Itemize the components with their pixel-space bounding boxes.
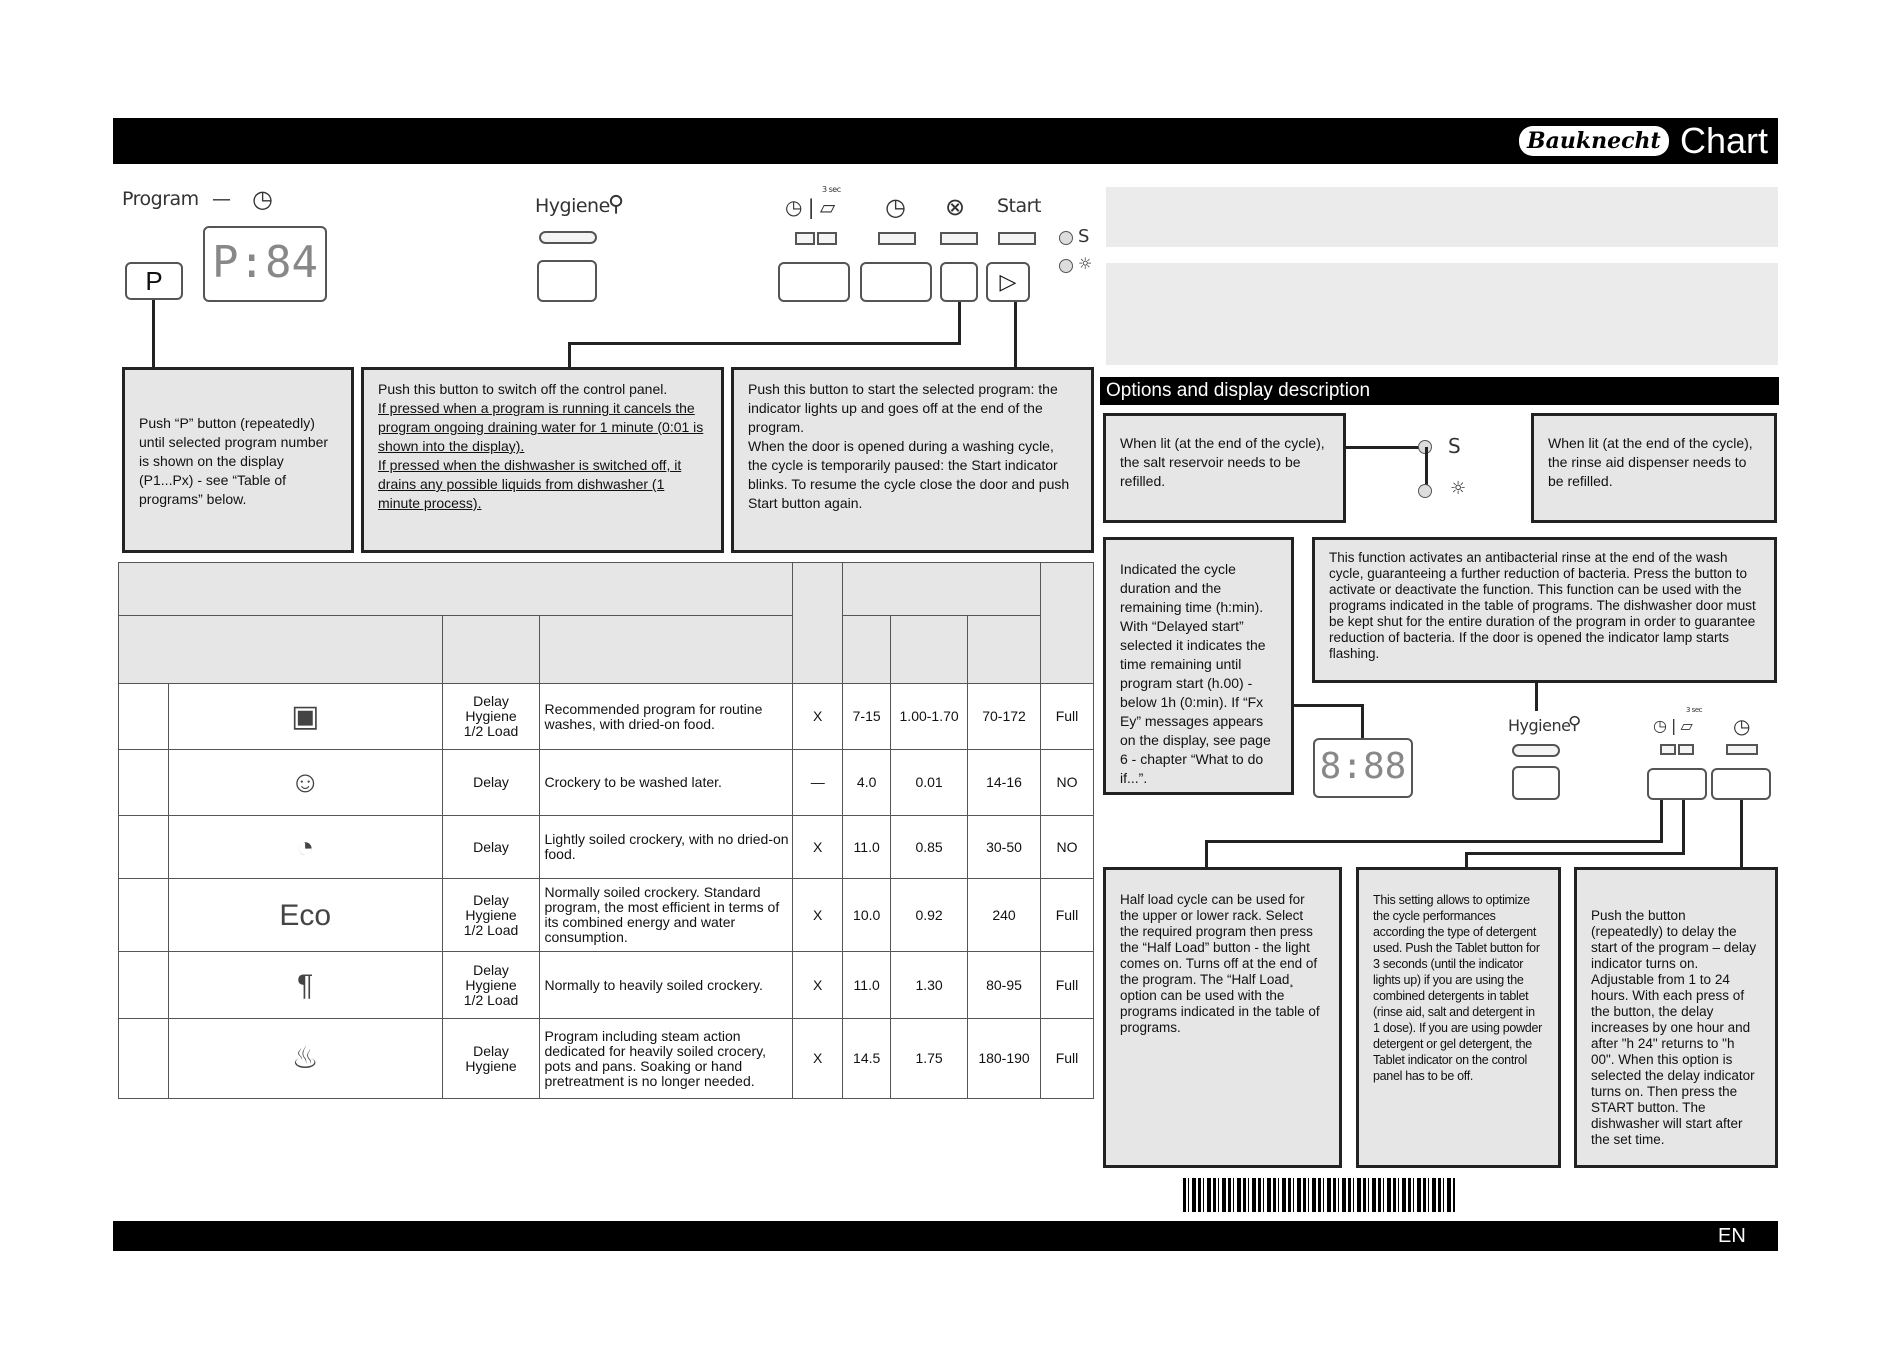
- duration-cell: 10.0: [843, 879, 891, 952]
- intensive-icon: ▣: [168, 684, 442, 750]
- play-icon: ▷: [999, 269, 1017, 294]
- program-number-cell: [119, 1019, 169, 1099]
- hygiene-button[interactable]: [537, 260, 597, 302]
- tablet-button-right[interactable]: [1647, 768, 1707, 800]
- tablet-cell: —: [793, 750, 843, 816]
- hygiene-callout: [1312, 537, 1777, 683]
- halfload-connector-v1: [1660, 800, 1663, 842]
- p-button-callout-text: Push “P” button (repeatedly) until selected program number is shown on the display (P1...Px) - see “Table of programs” below.: [139, 415, 329, 507]
- duration-cell: 7-15: [843, 684, 891, 750]
- rinse-led-right: [1418, 484, 1432, 498]
- rinse-led: [1059, 259, 1073, 273]
- energy-cell: 0.01: [891, 750, 968, 816]
- tablet-connector-v2: [1465, 852, 1468, 868]
- tablet-indicator-b: [817, 232, 837, 245]
- cancel-indicator: [940, 232, 978, 245]
- delay-button-right[interactable]: [1711, 768, 1771, 800]
- load-cell: NO: [1040, 750, 1093, 816]
- description-cell: Program including steam action dedicated for heavily soiled crocery, pots and pans. Soaking or hand pretreatment is no longer needed.: [540, 1019, 793, 1099]
- salt-callout-text: When lit (at the end of the cycle), the salt reservoir needs to be refilled.: [1120, 435, 1325, 489]
- program-display-value: P:84: [212, 237, 318, 288]
- tablet-indicator-right-a: [1660, 744, 1676, 755]
- connector-p: [152, 300, 155, 368]
- load-cell: Full: [1040, 684, 1093, 750]
- footer-bar: [113, 1221, 1778, 1251]
- program-number-cell: [119, 879, 169, 952]
- eco-icon: Eco: [168, 879, 442, 952]
- timer-icon: ◷: [252, 185, 273, 213]
- options-cell: Delay Hygiene 1/2 Load: [442, 684, 540, 750]
- display-callout-text: Indicated the cycle duration and the remaining time (h:min). With “Delayed start” selected it indicates the time remaining until program start (h.00) - below 1h (0:min). If “Fx Ey” messages appears on the display, see page 6 - chapter “What to do if...”.: [1120, 561, 1271, 786]
- load-cell: Full: [1040, 1019, 1093, 1099]
- cancel-button[interactable]: [940, 262, 978, 302]
- options-display-value: 8:88: [1319, 746, 1407, 787]
- delay-indicator-right: [1726, 744, 1758, 755]
- table-row: [119, 750, 1094, 816]
- p-button-callout: [122, 367, 354, 553]
- tablet-cell: X: [793, 684, 843, 750]
- table-row: [119, 952, 1094, 1019]
- salt-callout: [1103, 413, 1346, 523]
- energy-cell: 0.85: [891, 816, 968, 879]
- halfload-callout-text: Half load cycle can be used for the upper or lower rack. Select the required program then press the “Half Load” button - the light comes on. Turns off at the end of the program. The “Half Load¸ option can be used with the programs indicated in the table of programs.: [1120, 892, 1320, 1035]
- hygiene-label-right: Hygiene: [1508, 716, 1571, 735]
- rinse-callout: [1531, 413, 1777, 523]
- water-cell: 14-16: [968, 750, 1041, 816]
- connector-cancel-v: [958, 302, 961, 344]
- cancel-callout-text-3: If pressed when the dishwasher is switched off, it drains any possible liquids from dishwasher (1 minute process).: [378, 457, 682, 511]
- duration-cell: 11.0: [843, 816, 891, 879]
- salt-icon-right: S: [1448, 434, 1461, 458]
- water-cell: 240: [968, 879, 1041, 952]
- rinse-icon-right: ☼: [1450, 478, 1466, 499]
- description-cell: Crockery to be washed later.: [540, 750, 793, 816]
- tablet-connector-h: [1465, 852, 1685, 855]
- start-label: Start: [997, 195, 1041, 217]
- display-connector-h: [1294, 704, 1364, 707]
- program-number-cell: [119, 816, 169, 879]
- info-panel-middle: [1106, 263, 1778, 365]
- halfload-connector-h: [1205, 840, 1663, 843]
- start-indicator: [998, 232, 1036, 245]
- display-callout: [1103, 537, 1294, 795]
- options-cell: Delay Hygiene: [442, 1019, 540, 1099]
- cancel-callout-text-2: If pressed when a program is running it cancels the program ongoing draining water for 1 minute (0:01 is shown into the display).: [378, 400, 704, 454]
- table-row: [119, 684, 1094, 750]
- delay-indicator: [878, 232, 916, 245]
- hygiene-indicator-right: [1512, 744, 1560, 757]
- delay-icon: ◷: [885, 193, 906, 221]
- water-cell: 180-190: [968, 1019, 1041, 1099]
- hygiene-icon: ⚲: [608, 192, 624, 217]
- water-cell: 30-50: [968, 816, 1041, 879]
- barcode: [1183, 1178, 1455, 1212]
- connector-cancel-v2: [568, 342, 571, 368]
- two-sec-label: 3 sec: [822, 185, 841, 194]
- prewash-icon: ☺: [168, 750, 442, 816]
- energy-cell: 1.30: [891, 952, 968, 1019]
- hygiene-indicator: [539, 231, 597, 244]
- delay-button[interactable]: [860, 262, 932, 302]
- tablet-cell: X: [793, 952, 843, 1019]
- program-display: [203, 226, 327, 302]
- tablet-indicator-a: [795, 232, 815, 245]
- options-cell: Delay Hygiene 1/2 Load: [442, 879, 540, 952]
- description-cell: Normally to heavily soiled crockery.: [540, 952, 793, 1019]
- tablet-callout-text: This setting allows to optimize the cycle performances according the type of detergent used. Push the Tablet button for 3 seconds (until the indicator lights up) if you are using the combined detergents in tablet (rinse aid, salt and detergent in 1 dose). If you are using powder detergent or gel detergent, the Tablet indicator on the control panel has to be off.: [1373, 893, 1542, 1083]
- tablet-icon-right: ◷ | ▱: [1653, 716, 1693, 735]
- page-title: Chart: [1680, 120, 1769, 161]
- energy-cell: 0.92: [891, 879, 968, 952]
- duration-cell: 11.0: [843, 952, 891, 1019]
- load-cell: Full: [1040, 879, 1093, 952]
- cancel-icon: ⊗: [945, 193, 965, 221]
- halfload-connector-v2: [1205, 840, 1208, 868]
- program-number-cell: [119, 750, 169, 816]
- delay-callout-text: Push the button (repeatedly) to delay the start of the program – delay indicator turns on. Adjustable from 1 to 24 hours. With each press of the button, the delay increases by one hour and after "h 24" returns to "h 00". When this option is selected the delay indicator turns on. Then press the START button. The dishwasher will start after the set time.: [1591, 908, 1757, 1147]
- program-table: [118, 562, 1094, 1099]
- table-row: [119, 816, 1094, 879]
- rinse-connector: [1425, 447, 1428, 485]
- start-callout: [731, 367, 1094, 553]
- tablet-cell: X: [793, 879, 843, 952]
- display-connector-v: [1361, 704, 1364, 738]
- hygiene-button-right[interactable]: [1512, 766, 1560, 800]
- info-panel-top: [1106, 187, 1778, 247]
- program-dash: —: [212, 188, 231, 210]
- tablet-indicator-right-b: [1678, 744, 1694, 755]
- salt-led: [1059, 231, 1073, 245]
- tablet-callout: [1356, 867, 1561, 1168]
- brand-logo: Bauknecht: [1519, 126, 1669, 156]
- program-label: Program: [122, 188, 199, 210]
- options-cell: Delay: [442, 750, 540, 816]
- p-button-label: P: [145, 266, 163, 296]
- cancel-callout-text-1: Push this button to switch off the control panel.: [378, 381, 668, 397]
- delay-connector: [1740, 800, 1743, 868]
- energy-cell: 1.00-1.70: [891, 684, 968, 750]
- p-button[interactable]: [125, 262, 183, 300]
- duration-cell: 14.5: [843, 1019, 891, 1099]
- table-row: [119, 1019, 1094, 1099]
- connector-start: [1014, 302, 1017, 368]
- rinse-callout-text: When lit (at the end of the cycle), the rinse aid dispenser needs to be refilled.: [1548, 435, 1753, 489]
- tablet-cell: X: [793, 1019, 843, 1099]
- duration-cell: 4.0: [843, 750, 891, 816]
- rinse-icon: ☼: [1078, 254, 1092, 273]
- hygiene-callout-text: This function activates an antibacterial rinse at the end of the wash cycle, guaranteeing a further reduction of bacteria. Press the button to activate or deactivate the function. This function can be used with the programs indicated in the table of programs. The dishwasher door must be kept shut for the entire duration of the program in order to guarantee reduction of bacteria. If the door is opened the indicator lamp starts flashing.: [1329, 550, 1756, 661]
- tablet-button[interactable]: [778, 262, 850, 302]
- tablet-icon: ◷ | ▱: [785, 195, 835, 219]
- daily-icon: ¶: [168, 952, 442, 1019]
- salt-icon: S: [1078, 226, 1089, 247]
- program-number-cell: [119, 952, 169, 1019]
- quick-icon: ◔: [168, 816, 442, 879]
- load-cell: Full: [1040, 952, 1093, 1019]
- water-cell: 70-172: [968, 684, 1041, 750]
- description-cell: Recommended program for routine washes, with dried-on food.: [540, 684, 793, 750]
- energy-cell: 1.75: [891, 1019, 968, 1099]
- tablet-connector-v1: [1682, 800, 1685, 854]
- options-title: Options and display description: [1100, 377, 1779, 405]
- hygiene-label: Hygiene: [535, 195, 610, 217]
- halfload-callout: [1103, 867, 1342, 1168]
- cancel-callout: [361, 367, 724, 553]
- delay-icon-right: ◷: [1733, 714, 1750, 738]
- table-header-row-2: [119, 616, 1094, 684]
- start-callout-text-1: Push this button to start the selected program: the indicator lights up and goes off at the end of the program.: [748, 381, 1058, 435]
- delay-callout: [1574, 867, 1778, 1168]
- water-cell: 80-95: [968, 952, 1041, 1019]
- table-row: [119, 879, 1094, 952]
- program-number-cell: [119, 684, 169, 750]
- hygiene-icon-right: ⚲: [1568, 713, 1581, 734]
- load-cell: NO: [1040, 816, 1093, 879]
- description-cell: Lightly soiled crockery, with no dried-on food.: [540, 816, 793, 879]
- start-button[interactable]: [986, 262, 1030, 302]
- salt-connector: [1346, 446, 1422, 449]
- connector-cancel-h: [568, 342, 961, 345]
- options-cell: Delay Hygiene 1/2 Load: [442, 952, 540, 1019]
- tablet-cell: X: [793, 816, 843, 879]
- options-cell: Delay: [442, 816, 540, 879]
- start-callout-text-2: When the door is opened during a washing cycle, the cycle is temporarily paused: the Start indicator blinks. To resume the cycle close the door and push Start button again.: [748, 438, 1070, 511]
- table-header-row-1: [119, 563, 1094, 616]
- language-code: EN: [1718, 1225, 1746, 1247]
- hygiene-connector: [1535, 683, 1538, 711]
- steam-icon: ♨: [168, 1019, 442, 1099]
- description-cell: Normally soiled crockery. Standard program, the most efficient in terms of its combined energy and water consumption.: [540, 879, 793, 952]
- two-sec-label-right: 3 sec: [1686, 706, 1702, 714]
- options-display: [1313, 738, 1413, 798]
